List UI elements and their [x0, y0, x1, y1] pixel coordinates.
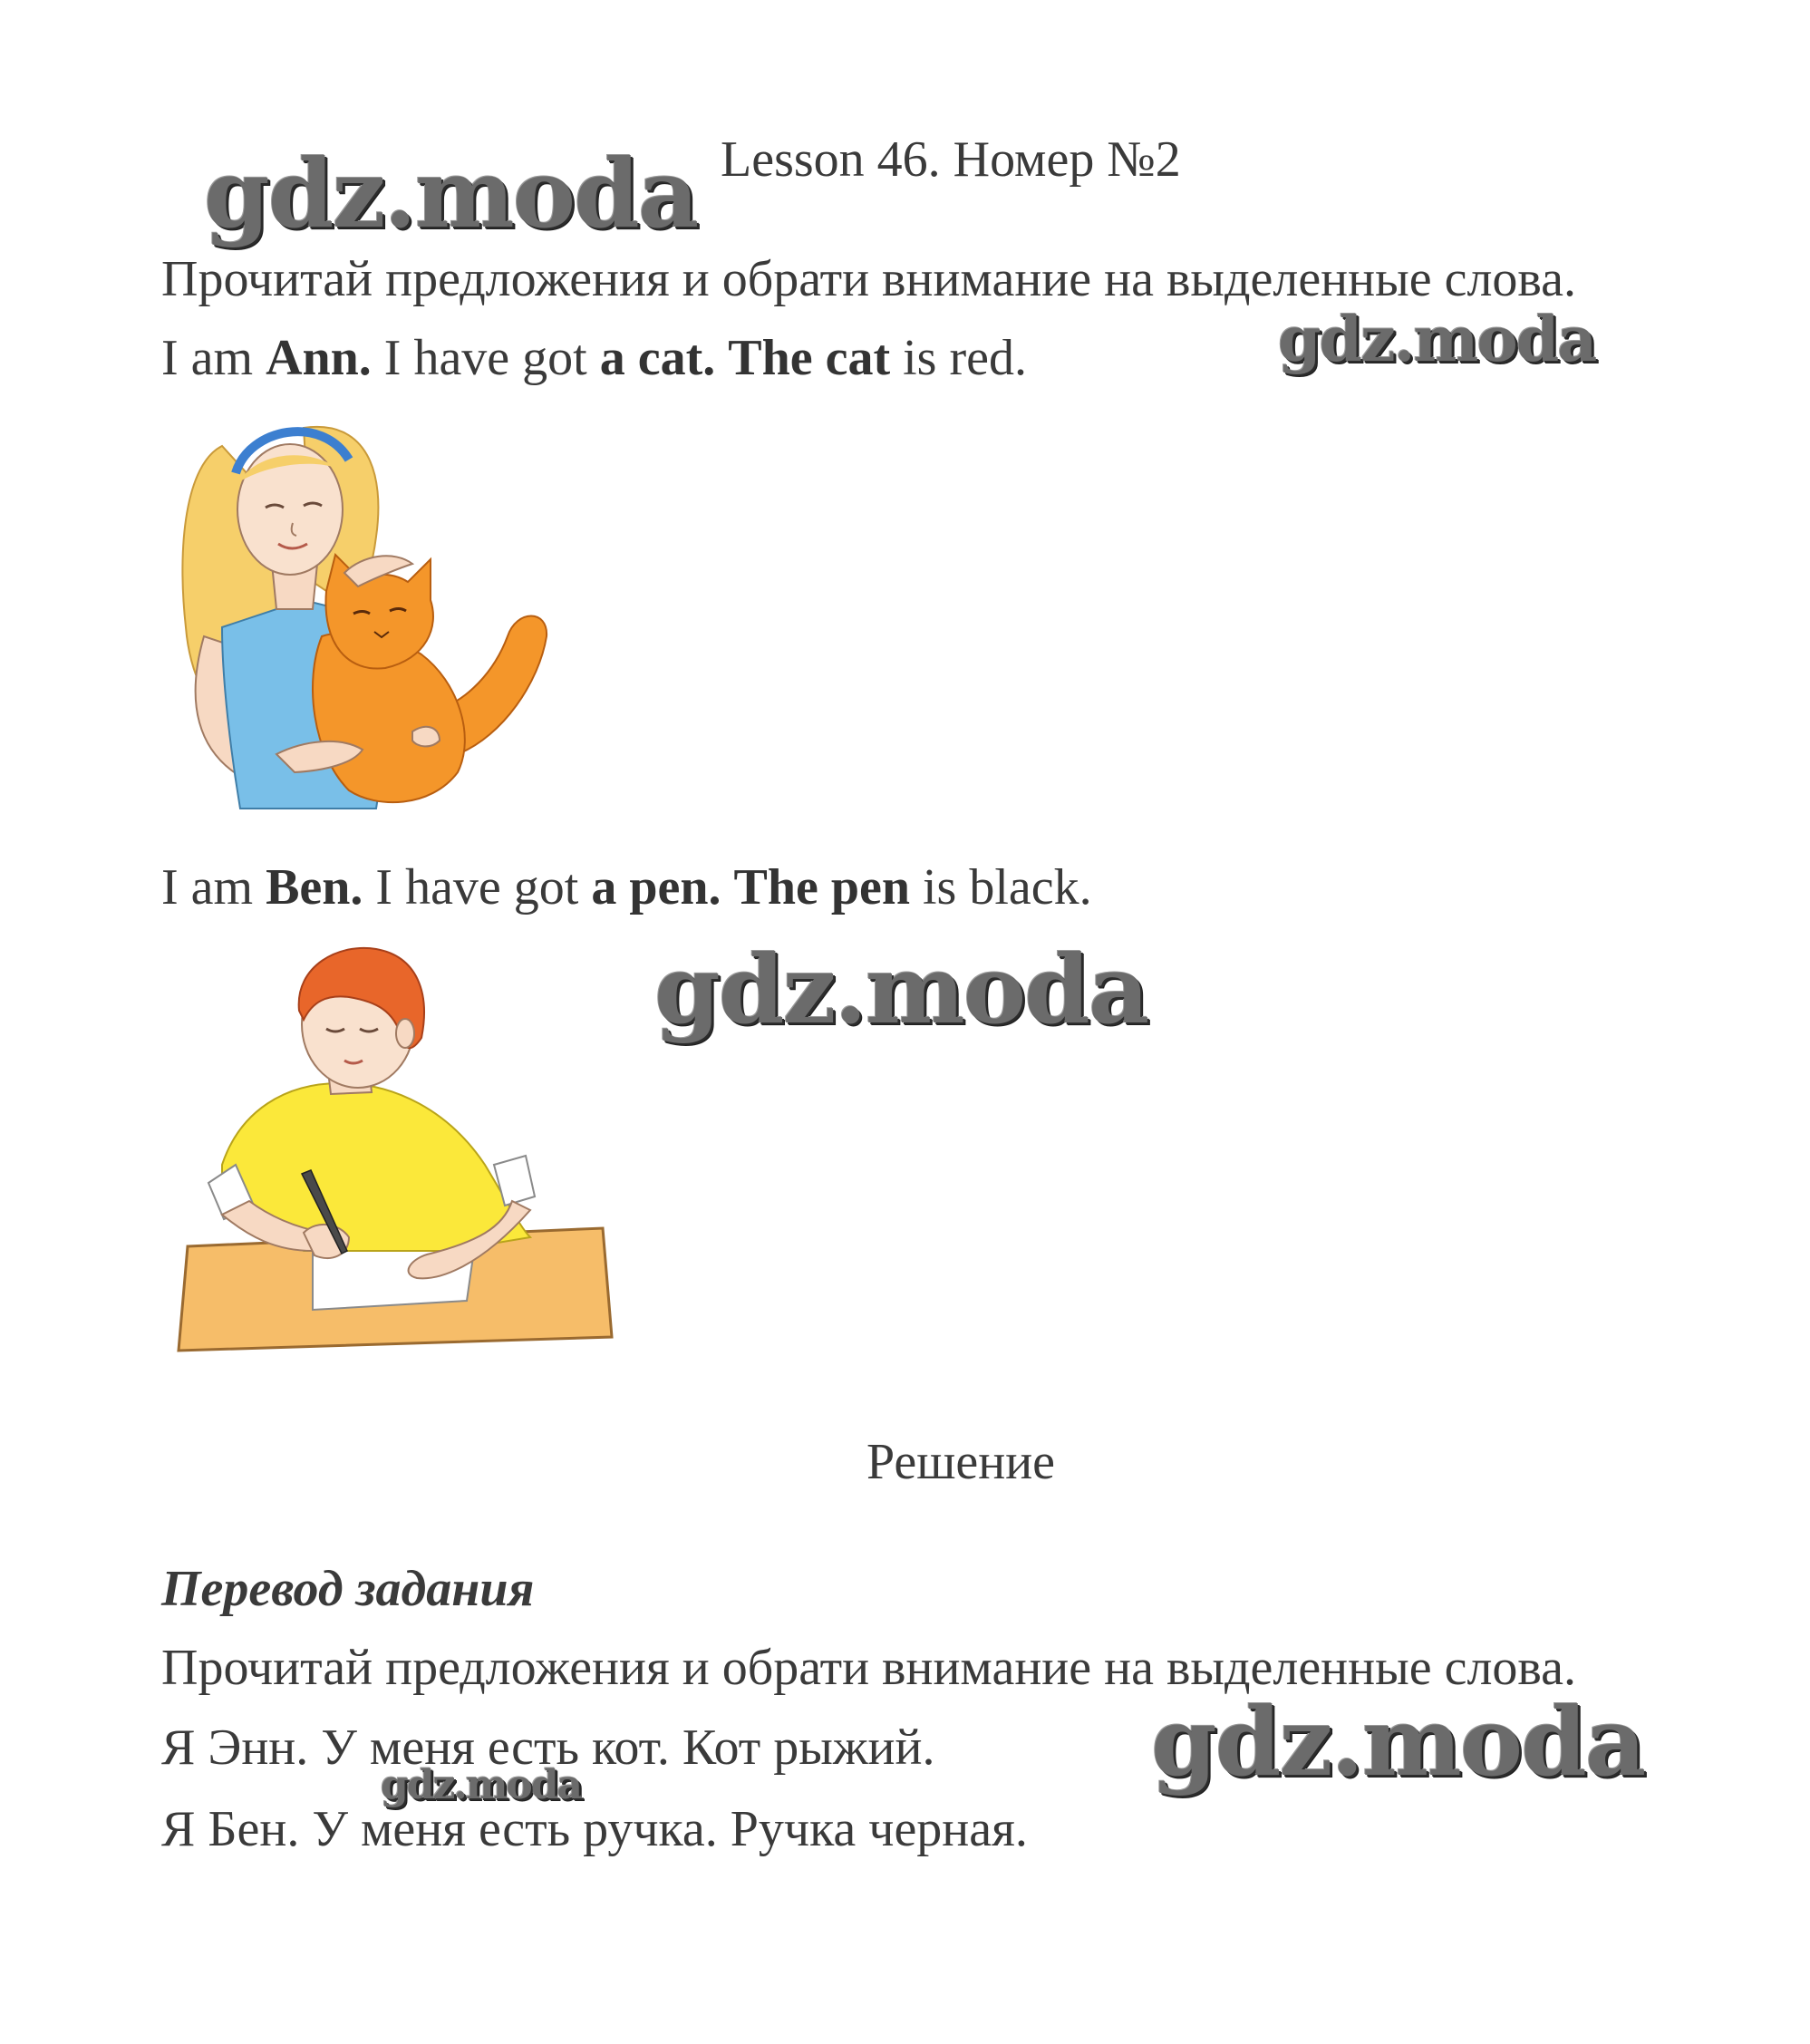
sentence-part: I am	[161, 330, 266, 386]
translation-line-ann: Я Энн. У меня есть кот. Кот рыжий.	[161, 1719, 935, 1776]
watermark-logo: gdz.moda	[654, 934, 1148, 1045]
highlighted-word: The cat	[728, 330, 891, 386]
sentence-part	[721, 859, 734, 915]
highlighted-word: The pen	[733, 859, 910, 915]
sentence-ben	[161, 859, 1092, 915]
sentence-ann	[161, 330, 1027, 386]
page-title: Lesson 46. Номер №2	[721, 131, 1181, 188]
watermark-logo: gdz.moda	[1278, 304, 1596, 376]
highlighted-word: Ann.	[266, 330, 372, 386]
translation-line-ben: Я Бен. У меня есть ручка. Ручка черная.	[161, 1801, 1028, 1857]
highlighted-word: Ben.	[266, 859, 363, 915]
watermark-logo: gdz.moda	[1151, 1686, 1645, 1797]
highlighted-word: a pen.	[591, 859, 721, 915]
sentence-part: I am	[161, 859, 266, 915]
task-prompt: Прочитай предложения и обрати внимание на выделенные слова.	[161, 251, 1576, 307]
watermark-logo: gdz.moda	[381, 1762, 582, 1808]
girl-with-cat-illustration	[168, 410, 566, 827]
highlighted-word: a cat.	[599, 330, 716, 386]
sentence-part: I have got	[371, 330, 600, 386]
sentence-part	[715, 330, 728, 386]
watermark-logo: gdz.moda	[204, 138, 698, 249]
translation-prompt: Прочитай предложения и обрати внимание на выделенные слова.	[161, 1640, 1576, 1696]
sentence-part: I have got	[363, 859, 592, 915]
sentence-part: is red.	[890, 330, 1027, 386]
boy-writing-illustration	[168, 938, 621, 1355]
solution-heading: Решение	[866, 1434, 1056, 1490]
translation-heading: Перевод задания	[161, 1561, 535, 1617]
sentence-part: is black.	[910, 859, 1092, 915]
